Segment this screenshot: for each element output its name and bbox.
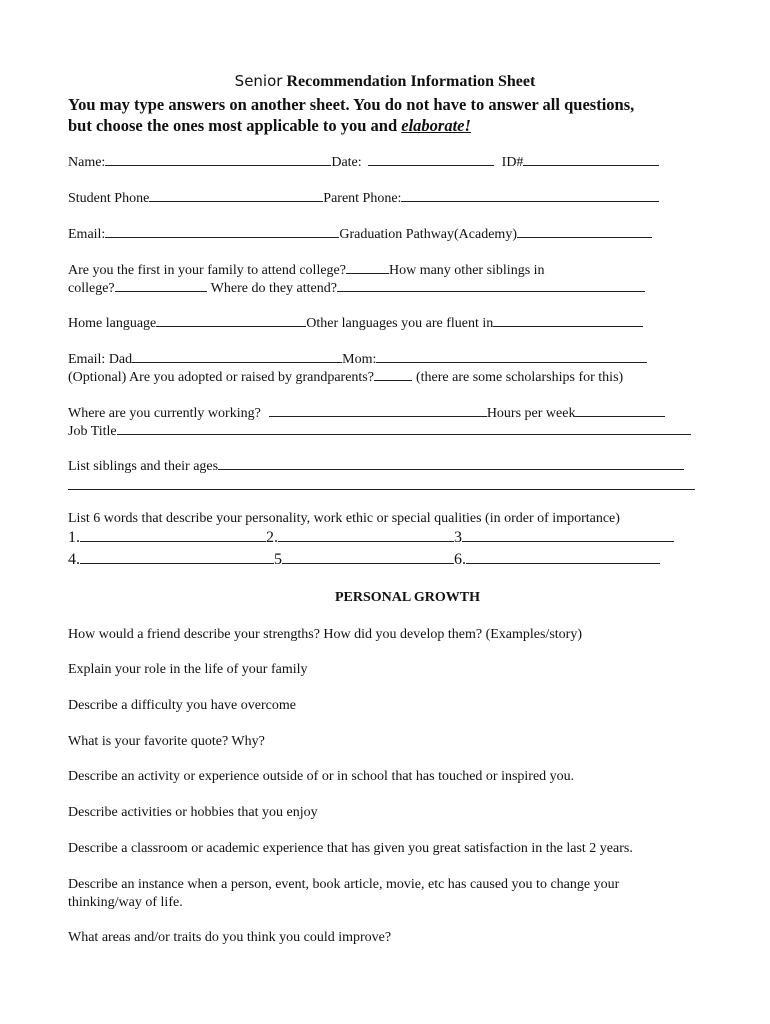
question-hobbies: Describe activities or hobbies that you enjoy: [68, 805, 318, 820]
college-attend-row: [68, 278, 645, 298]
dad-email-label: Email: Dad: [68, 352, 133, 367]
instructions-emphasis: elaborate!: [401, 116, 471, 135]
parent-email-row: [68, 349, 647, 369]
question-improve: What areas and/or traits do you think you could improve?: [68, 930, 392, 945]
title-rest: Recommendation Information Sheet: [286, 73, 536, 90]
working-row: [68, 403, 665, 423]
working-field[interactable]: [269, 403, 487, 417]
words-row-1: [68, 528, 674, 547]
word-3-label: 3: [454, 529, 462, 546]
mom-email-label: Mom:: [342, 352, 377, 367]
email-field[interactable]: [105, 224, 339, 238]
job-title-row: [68, 421, 691, 441]
dad-email-field[interactable]: [132, 349, 342, 363]
question-classroom-experience: Describe a classroom or academic experience that has given you great satisfaction in the last 2 years.: [68, 841, 633, 856]
section-heading: PERSONAL GROWTH: [334, 590, 481, 605]
question-family-role: Explain your role in the life of your family: [68, 662, 308, 677]
title-first-word: Senior: [234, 72, 283, 90]
first-college-row: [68, 260, 545, 280]
word-2-label: 2.: [266, 529, 278, 546]
question-life-change-cont: thinking/way of life.: [68, 895, 183, 910]
instructions-line-2: [68, 116, 471, 136]
phone-row: [68, 188, 659, 208]
adopted-label: (Optional) Are you adopted or raised by grandparents?: [68, 370, 374, 385]
word-1-field[interactable]: [80, 528, 266, 542]
word-1-label: 1.: [68, 529, 80, 546]
parent-phone-field[interactable]: [401, 188, 659, 202]
word-3-field[interactable]: [462, 528, 674, 542]
adopted-field[interactable]: [374, 367, 412, 381]
siblings-count-field[interactable]: [115, 278, 207, 292]
hours-field[interactable]: [575, 403, 665, 417]
word-5-field[interactable]: [282, 550, 454, 564]
question-difficulty: Describe a difficulty you have overcome: [68, 698, 296, 713]
first-college-field[interactable]: [346, 260, 389, 274]
question-strengths: How would a friend describe your strengths? How did you develop them? (Examples/story): [68, 627, 582, 642]
name-field[interactable]: [105, 152, 331, 166]
six-words-label: List 6 words that describe your personality, work ethic or special qualities (in order of importance): [68, 511, 620, 526]
mom-email-field[interactable]: [376, 349, 647, 363]
pathway-label: Graduation Pathway(Academy): [339, 227, 517, 242]
working-label: Where are you currently working?: [68, 406, 261, 421]
word-2-field[interactable]: [278, 528, 454, 542]
home-language-field[interactable]: [156, 313, 306, 327]
adopted-row: [68, 367, 623, 387]
word-5-label: 5: [274, 551, 282, 568]
words-row-2: [68, 550, 660, 569]
siblings-college-label: How many other siblings in: [388, 263, 545, 278]
other-languages-label: Other languages you are fluent in: [306, 316, 494, 331]
word-6-field[interactable]: [466, 550, 660, 564]
siblings-row: [68, 456, 684, 476]
student-phone-field[interactable]: [149, 188, 323, 202]
date-field[interactable]: [368, 152, 494, 166]
where-attend-label: Where do they attend?: [210, 281, 337, 296]
name-date-row: [68, 152, 659, 172]
email-row: [68, 224, 652, 244]
word-6-label: 6.: [454, 551, 466, 568]
date-label: Date:: [331, 155, 362, 170]
scholarship-note: (there are some scholarships for this): [415, 370, 624, 385]
question-inspiring-activity: Describe an activity or experience outside of or in school that has touched or inspired you.: [68, 769, 575, 784]
instructions-line-1: You may type answers on another sheet. You do not have to answer all questions,: [68, 95, 635, 114]
pathway-field[interactable]: [517, 224, 652, 238]
college-label: college?: [68, 281, 115, 296]
hours-label: Hours per week: [486, 406, 576, 421]
other-languages-field[interactable]: [493, 313, 643, 327]
page-title: [0, 72, 770, 91]
instructions-line-2-text: but choose the ones most applicable to you and: [68, 116, 398, 135]
job-title-label: Job Title: [68, 424, 117, 439]
where-attend-field[interactable]: [337, 278, 645, 292]
word-4-field[interactable]: [80, 550, 274, 564]
language-row: [68, 313, 643, 333]
first-college-label: Are you the first in your family to attend college?: [68, 263, 346, 278]
home-language-label: Home language: [68, 316, 157, 331]
siblings-extra-line[interactable]: [68, 489, 695, 490]
id-label: ID#: [501, 155, 524, 170]
word-4-label: 4.: [68, 551, 80, 568]
student-phone-label: Student Phone: [68, 191, 150, 206]
job-title-field[interactable]: [117, 421, 691, 435]
name-label: Name:: [68, 155, 106, 170]
question-favorite-quote: What is your favorite quote? Why?: [68, 734, 265, 749]
email-label: Email:: [68, 227, 106, 242]
question-life-change: Describe an instance when a person, event, book article, movie, etc has caused you to change your: [68, 877, 620, 892]
id-field[interactable]: [523, 152, 659, 166]
siblings-field[interactable]: [218, 456, 684, 470]
siblings-label: List siblings and their ages: [68, 459, 219, 474]
parent-phone-label: Parent Phone:: [323, 191, 402, 206]
